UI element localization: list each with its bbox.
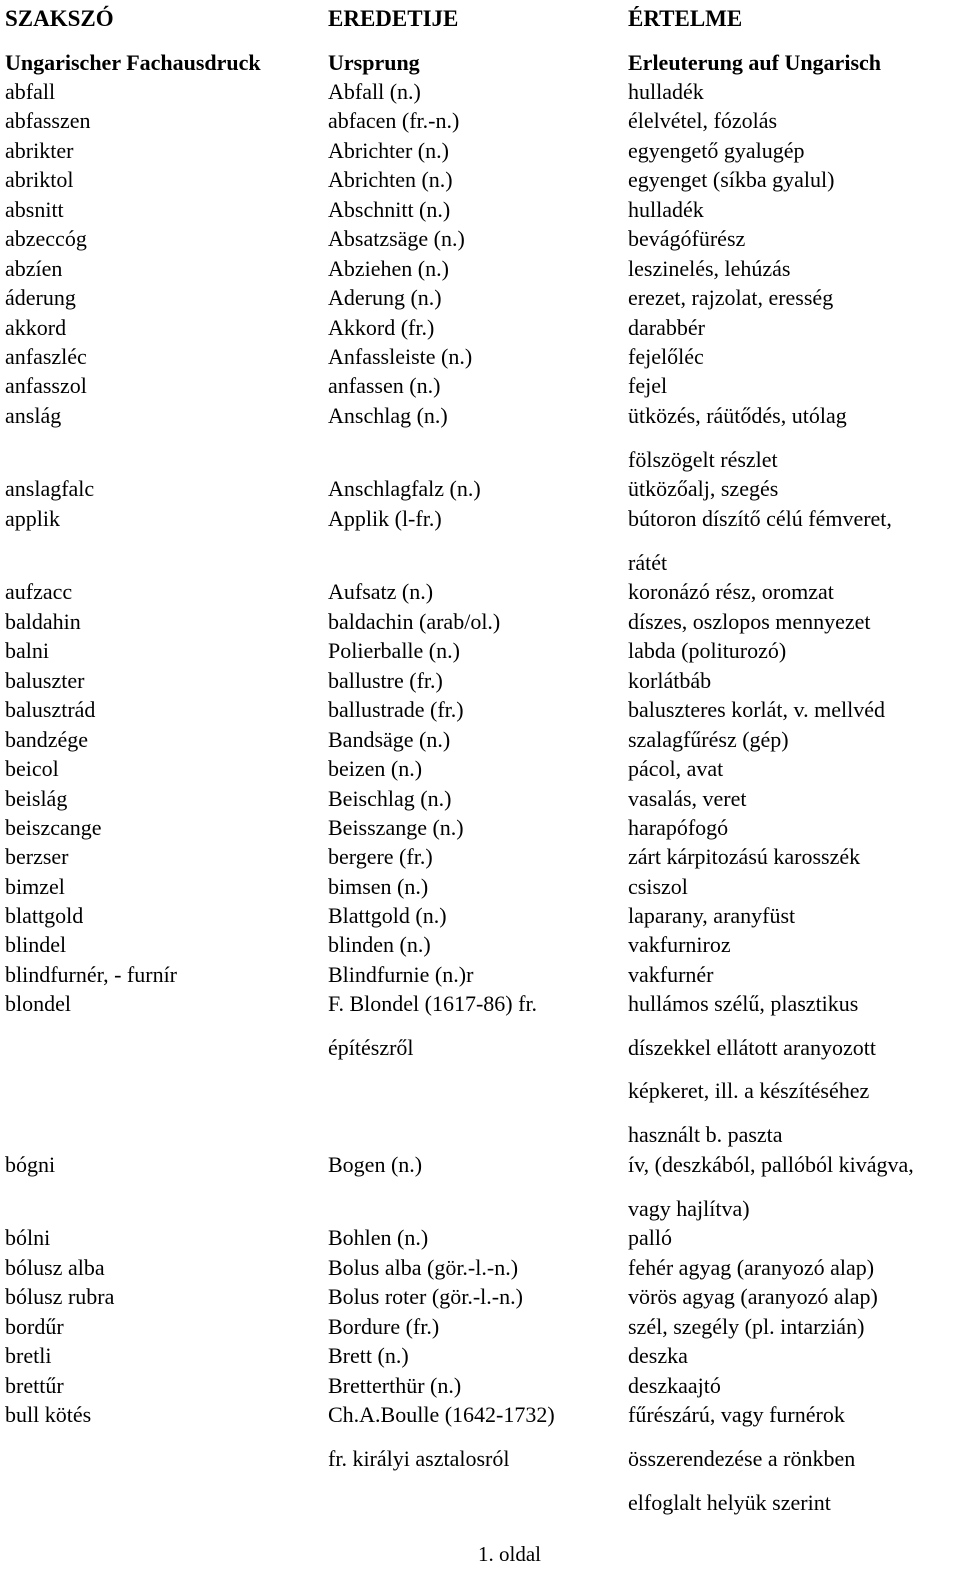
table-row	[0, 224, 960, 253]
origin-cell: Brett (n.)	[328, 1343, 409, 1368]
meaning-cell: vakfurniroz	[628, 932, 731, 957]
meaning-cell: erezet, rajzolat, eresség	[628, 285, 834, 310]
origin-cell: Anfassleiste (n.)	[328, 344, 473, 369]
term-cell: baluszter	[5, 668, 85, 693]
origin-cell: Aufsatz (n.)	[328, 579, 434, 604]
meaning-cell: baluszteres korlát, v. mellvéd	[628, 697, 885, 722]
origin-cell: anfassen (n.)	[328, 373, 441, 398]
origin-cell: F. Blondel (1617-86) fr.	[328, 991, 538, 1016]
subheader-meaning: Erleuterung auf Ungarisch	[628, 50, 881, 75]
meaning-cell: palló	[628, 1225, 672, 1250]
header-meaning: ÉRTELME	[628, 6, 743, 31]
term-cell: baldahin	[5, 609, 81, 634]
table-row	[0, 1282, 960, 1311]
table-row	[0, 1400, 960, 1429]
origin-cell: Aderung (n.)	[328, 285, 442, 310]
origin-cell: ballustrade (fr.)	[328, 697, 464, 722]
table-row	[0, 165, 960, 194]
table-row	[0, 504, 960, 533]
term-cell: bordűr	[5, 1314, 64, 1339]
term-cell: abzíen	[5, 256, 63, 281]
meaning-cell: deszka	[628, 1343, 688, 1368]
table-row	[0, 930, 960, 959]
term-cell: blattgold	[5, 903, 84, 928]
table-row	[0, 1120, 960, 1149]
term-cell: abriktol	[5, 167, 74, 192]
term-cell: bull kötés	[5, 1402, 92, 1427]
meaning-cell: képkeret, ill. a készítéséhez	[628, 1078, 870, 1103]
meaning-cell: élelvétel, fózolás	[628, 108, 778, 133]
table-row	[0, 1076, 960, 1105]
term-cell: anslagfalc	[5, 476, 95, 501]
table-row	[0, 842, 960, 871]
term-cell: bólni	[5, 1225, 51, 1250]
column-subheaders	[0, 48, 960, 77]
header-origin: EREDETIJE	[328, 6, 459, 31]
table-row	[0, 195, 960, 224]
table-row	[0, 401, 960, 430]
table-row	[0, 342, 960, 371]
origin-cell: Akkord (fr.)	[328, 315, 435, 340]
meaning-cell: használt b. paszta	[628, 1122, 783, 1147]
table-row	[0, 813, 960, 842]
origin-cell: Blindfurnie (n.)r	[328, 962, 474, 987]
term-cell: balusztrád	[5, 697, 96, 722]
origin-cell: Abrichter (n.)	[328, 138, 449, 163]
meaning-cell: ív, (deszkából, pallóból kivágva,	[628, 1152, 914, 1177]
term-cell: beicol	[5, 756, 59, 781]
term-cell: bólusz rubra	[5, 1284, 115, 1309]
term-cell: bólusz alba	[5, 1255, 105, 1280]
term-cell: akkord	[5, 315, 67, 340]
header-term: SZAKSZÓ	[5, 6, 114, 31]
origin-cell: Bolus roter (gör.-l.-n.)	[328, 1284, 523, 1309]
meaning-cell: ütközőalj, szegés	[628, 476, 779, 501]
table-row	[0, 960, 960, 989]
term-cell: applik	[5, 506, 60, 531]
origin-cell: blinden (n.)	[328, 932, 431, 957]
meaning-cell: vagy hajlítva)	[628, 1196, 750, 1221]
term-cell: anfaszléc	[5, 344, 87, 369]
table-row	[0, 725, 960, 754]
term-cell: blondel	[5, 991, 71, 1016]
origin-cell: ballustre (fr.)	[328, 668, 443, 693]
table-row	[0, 1033, 960, 1062]
origin-cell: Bohlen (n.)	[328, 1225, 429, 1250]
meaning-cell: csiszol	[628, 874, 688, 899]
origin-cell: Bretterthür (n.)	[328, 1373, 462, 1398]
origin-cell: bimsen (n.)	[328, 874, 429, 899]
table-row	[0, 1341, 960, 1370]
table-row	[0, 872, 960, 901]
subheader-term: Ungarischer Fachausdruck	[5, 50, 261, 75]
table-row	[0, 901, 960, 930]
term-cell: blindel	[5, 932, 67, 957]
origin-cell: abfacen (fr.-n.)	[328, 108, 460, 133]
meaning-cell: egyenget (síkba gyalul)	[628, 167, 835, 192]
term-cell: áderung	[5, 285, 76, 310]
table-row	[0, 1253, 960, 1282]
table-row	[0, 136, 960, 165]
meaning-cell: fölszögelt részlet	[628, 447, 778, 472]
meaning-cell: szél, szegély (pl. intarzián)	[628, 1314, 865, 1339]
term-cell: bretli	[5, 1343, 52, 1368]
meaning-cell: koronázó rész, oromzat	[628, 579, 834, 604]
term-cell: anslág	[5, 403, 62, 428]
table-row	[0, 371, 960, 400]
term-cell: abrikter	[5, 138, 74, 163]
term-cell: bógni	[5, 1152, 56, 1177]
meaning-cell: vakfurnér	[628, 962, 714, 987]
table-row	[0, 445, 960, 474]
origin-cell: Abfall (n.)	[328, 79, 421, 104]
meaning-cell: darabbér	[628, 315, 705, 340]
meaning-cell: fűrészárú, vagy furnérok	[628, 1402, 845, 1427]
term-cell: anfasszol	[5, 373, 87, 398]
table-row	[0, 313, 960, 342]
table-row	[0, 784, 960, 813]
table-row	[0, 1488, 960, 1517]
meaning-cell: vörös agyag (aranyozó alap)	[628, 1284, 878, 1309]
term-cell: bimzel	[5, 874, 65, 899]
meaning-cell: fejel	[628, 373, 668, 398]
table-row	[0, 636, 960, 665]
meaning-cell: díszekkel ellátott aranyozott	[628, 1035, 877, 1060]
origin-cell: Beisszange (n.)	[328, 815, 464, 840]
term-cell: abfasszen	[5, 108, 91, 133]
meaning-cell: díszes, oszlopos mennyezet	[628, 609, 871, 634]
term-cell: aufzacc	[5, 579, 73, 604]
term-cell: abfall	[5, 79, 56, 104]
origin-cell: bergere (fr.)	[328, 844, 433, 869]
origin-cell: Abschnitt (n.)	[328, 197, 451, 222]
origin-cell: Absatzsäge (n.)	[328, 226, 465, 251]
origin-cell: építészről	[328, 1035, 414, 1060]
table-row	[0, 1194, 960, 1223]
term-cell: berzser	[5, 844, 69, 869]
meaning-cell: pácol, avat	[628, 756, 724, 781]
meaning-cell: harapófogó	[628, 815, 729, 840]
page-number: 1. oldal	[478, 1542, 541, 1566]
table-row	[0, 1150, 960, 1179]
term-cell: brettűr	[5, 1373, 64, 1398]
origin-cell: Blattgold (n.)	[328, 903, 447, 928]
table-row	[0, 754, 960, 783]
meaning-cell: hulladék	[628, 79, 704, 104]
meaning-cell: elfoglalt helyük szerint	[628, 1490, 831, 1515]
meaning-cell: bútoron díszítő célú fémveret,	[628, 506, 892, 531]
origin-cell: Applik (l-fr.)	[328, 506, 442, 531]
subheader-origin: Ursprung	[328, 50, 420, 75]
meaning-cell: laparany, aranyfüst	[628, 903, 796, 928]
meaning-cell: zárt kárpitozású karosszék	[628, 844, 861, 869]
meaning-cell: deszkaajtó	[628, 1373, 721, 1398]
origin-cell: Anschlag (n.)	[328, 403, 448, 428]
meaning-cell: vasalás, veret	[628, 786, 747, 811]
origin-cell: Bogen (n.)	[328, 1152, 423, 1177]
table-row	[0, 106, 960, 135]
table-row	[0, 474, 960, 503]
meaning-cell: hulladék	[628, 197, 704, 222]
table-row	[0, 695, 960, 724]
origin-cell: baldachin (arab/ol.)	[328, 609, 501, 634]
table-row	[0, 1223, 960, 1252]
table-row	[0, 283, 960, 312]
meaning-cell: korlátbáb	[628, 668, 712, 693]
origin-cell: Anschlagfalz (n.)	[328, 476, 481, 501]
table-row	[0, 77, 960, 106]
term-cell: absnitt	[5, 197, 64, 222]
meaning-cell: fejelőléc	[628, 344, 704, 369]
column-headers	[0, 4, 960, 33]
meaning-cell: ütközés, ráütődés, utólag	[628, 403, 847, 428]
meaning-cell: leszinelés, lehúzás	[628, 256, 791, 281]
origin-cell: Abziehen (n.)	[328, 256, 449, 281]
meaning-cell: szalagfűrész (gép)	[628, 727, 789, 752]
meaning-cell: rátét	[628, 550, 668, 575]
origin-cell: Bandsäge (n.)	[328, 727, 451, 752]
meaning-cell: fehér agyag (aranyozó alap)	[628, 1255, 875, 1280]
table-row	[0, 1444, 960, 1473]
table-row	[0, 577, 960, 606]
term-cell: balni	[5, 638, 49, 663]
origin-cell: Bordure (fr.)	[328, 1314, 440, 1339]
origin-cell: Bolus alba (gör.-l.-n.)	[328, 1255, 519, 1280]
meaning-cell: összerendezése a rönkben	[628, 1446, 856, 1471]
term-cell: blindfurnér, - furnír	[5, 962, 178, 987]
meaning-cell: labda (politurozó)	[628, 638, 787, 663]
origin-cell: Ch.A.Boulle (1642-1732)	[328, 1402, 555, 1427]
table-row	[0, 1371, 960, 1400]
meaning-cell: hullámos szélű, plasztikus	[628, 991, 859, 1016]
origin-cell: Polierballe (n.)	[328, 638, 460, 663]
term-cell: beiszcange	[5, 815, 102, 840]
table-row	[0, 607, 960, 636]
table-row	[0, 989, 960, 1018]
origin-cell: Abrichten (n.)	[328, 167, 453, 192]
term-cell: beislág	[5, 786, 68, 811]
origin-cell: fr. királyi asztalosról	[328, 1446, 510, 1471]
table-row	[0, 1312, 960, 1341]
origin-cell: Beischlag (n.)	[328, 786, 452, 811]
meaning-cell: egyengető gyalugép	[628, 138, 805, 163]
origin-cell: beizen (n.)	[328, 756, 423, 781]
term-cell: bandzége	[5, 727, 89, 752]
table-row	[0, 254, 960, 283]
table-row	[0, 548, 960, 577]
meaning-cell: bevágófürész	[628, 226, 746, 251]
term-cell: abzeccóg	[5, 226, 87, 251]
table-row	[0, 666, 960, 695]
